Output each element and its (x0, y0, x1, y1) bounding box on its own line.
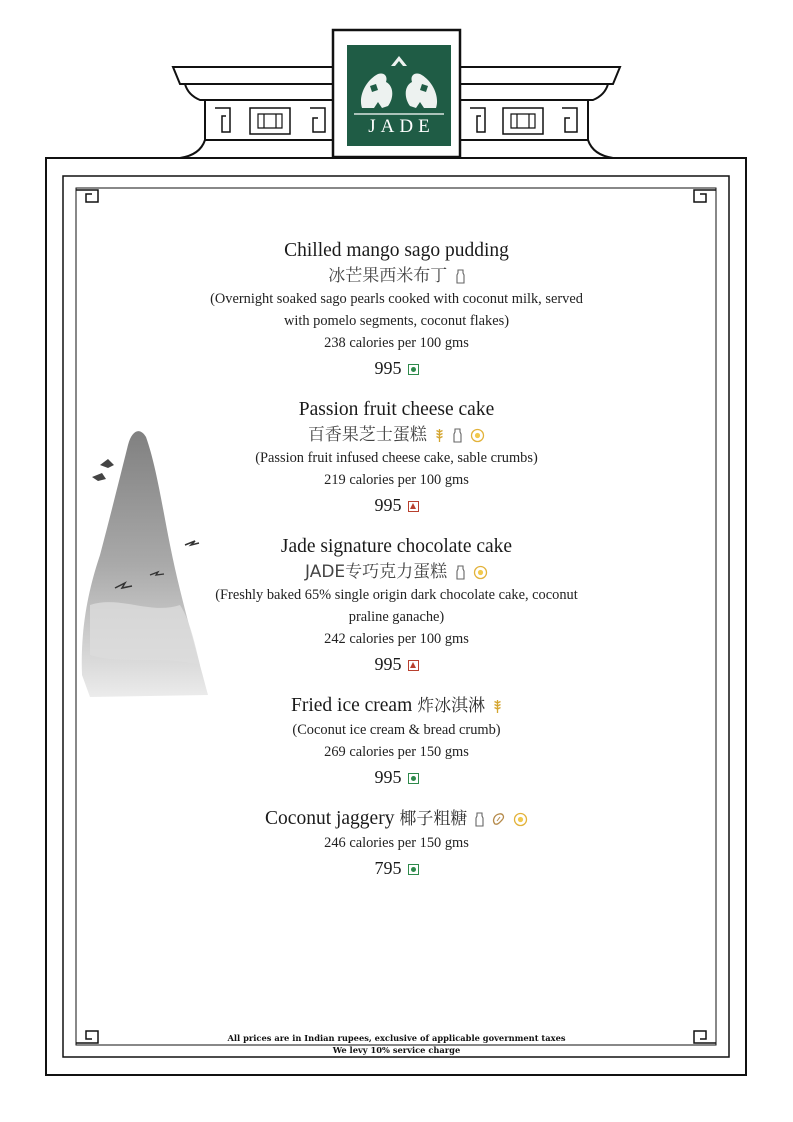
dairy-icon (456, 269, 465, 284)
item-price: 995 (374, 654, 402, 674)
menu-item (200, 238, 593, 381)
item-name: Fried ice cream (290, 695, 413, 716)
dairy-icon (475, 812, 484, 827)
item-name-cn: 冰芒果西米布丁 (328, 266, 448, 286)
item-description: (Coconut ice cream & bread crumb) (292, 722, 501, 738)
item-description: (Overnight soaked sago pearls cooked with coconut milk, served with pomelo segments, coconut flakes) (210, 291, 583, 329)
item-calories: 219 calories per 100 gms (324, 472, 469, 488)
item-calories: 242 calories per 100 gms (324, 631, 469, 647)
item-calories: 246 calories per 150 gms (324, 835, 469, 851)
gluten-icon (493, 699, 502, 714)
item-name: Coconut jaggery (265, 808, 395, 829)
menu-item (200, 397, 593, 518)
item-price: 995 (374, 767, 402, 787)
menu-item (200, 806, 593, 881)
egg-diet-icon (408, 660, 419, 671)
item-price: 795 (374, 858, 402, 878)
egg-icon (513, 812, 528, 827)
veg-icon (408, 364, 419, 375)
item-name-cn: 椰子粗糖 (399, 809, 468, 829)
item-name: Chilled mango sago pudding (284, 240, 509, 261)
footer-note (0, 1032, 793, 1056)
gluten-icon (435, 428, 444, 443)
jade-logo (347, 45, 451, 146)
mountain-illustration (70, 405, 210, 700)
item-calories: 238 calories per 100 gms (324, 335, 469, 351)
veg-icon (408, 864, 419, 875)
dairy-icon (453, 428, 462, 443)
egg-diet-icon (408, 501, 419, 512)
item-price: 995 (374, 495, 402, 515)
item-price: 995 (374, 358, 402, 378)
item-name-cn: 百香果芝士蛋糕 (307, 425, 427, 445)
veg-icon (408, 773, 419, 784)
nut-icon (492, 812, 505, 827)
item-name: Jade signature chocolate cake (280, 536, 513, 557)
item-calories: 269 calories per 150 gms (324, 744, 469, 760)
menu-item (200, 534, 593, 677)
item-description: (Passion fruit infused cheese cake, sable crumbs) (255, 450, 538, 466)
dessert-menu (200, 238, 593, 897)
brand-name: JADE (368, 116, 435, 137)
item-description: (Freshly baked 65% single origin dark chocolate cake, coconut praline ganache) (215, 587, 578, 625)
egg-icon (470, 428, 485, 443)
tax-note: All prices are in Indian rupees, exclusive of applicable government taxes (227, 1033, 566, 1043)
egg-icon (473, 565, 488, 580)
menu-item (200, 693, 593, 790)
item-name-cn: 炸冰淇淋 (417, 696, 486, 716)
service-charge-note: We levy 10% service charge (332, 1045, 461, 1055)
dairy-icon (456, 565, 465, 580)
item-name-cn: JADE专巧克力蛋糕 (305, 562, 448, 582)
item-name: Passion fruit cheese cake (298, 399, 495, 420)
